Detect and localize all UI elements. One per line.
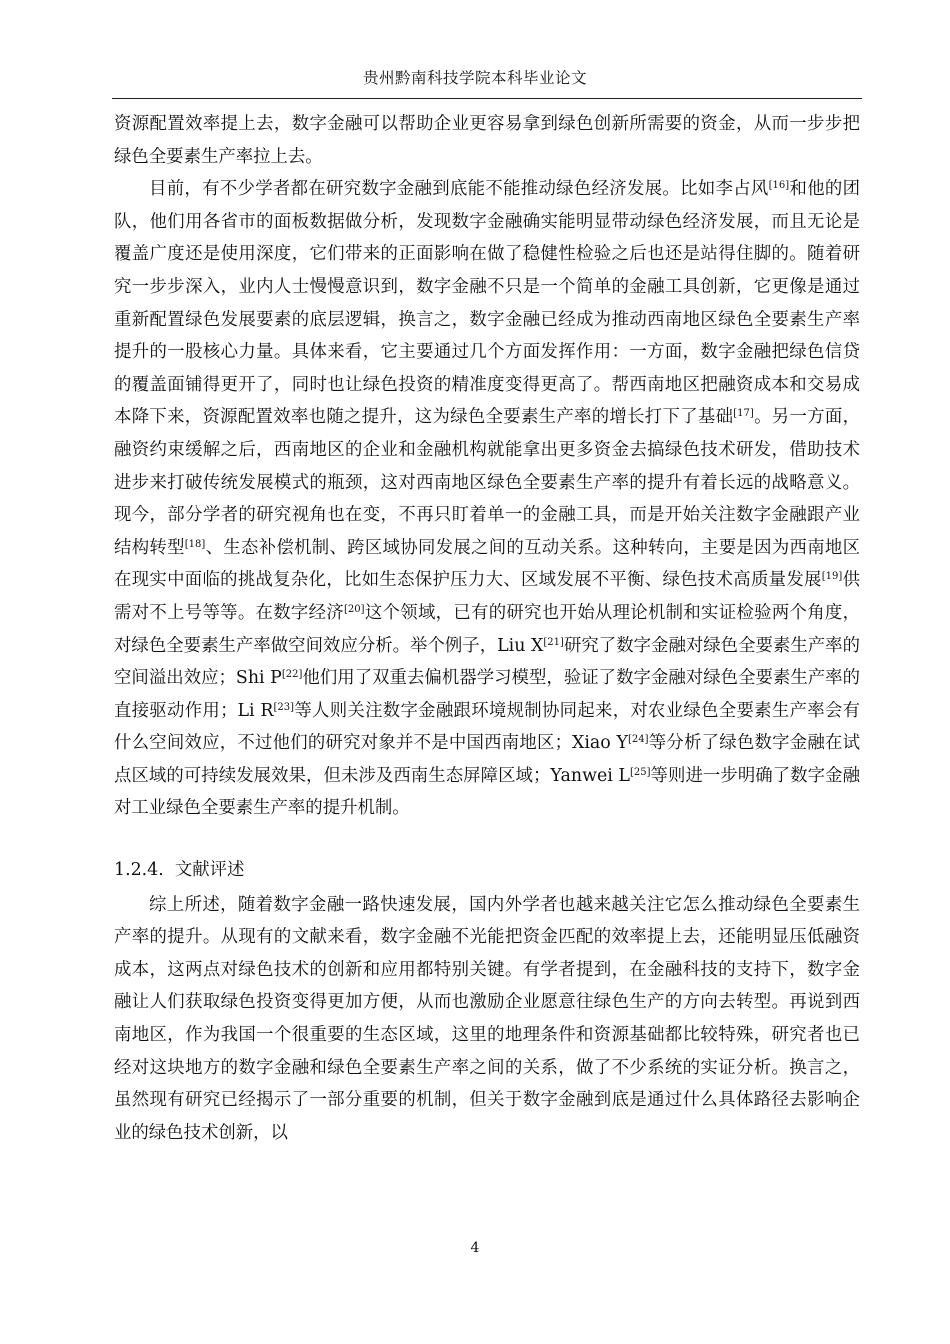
citation-22: [22] [281, 669, 303, 681]
text-run: 和他的团队，他们用各省市的面板数据做分析，发现数字金融确实能明显带动绿色经济发展，而且无论是覆盖广度还是使用深度，它们带来的正面影响在做了稳健性检验之后也还是站得住脚的。随着研究一步步深入，业内人士慢慢意识到，数字金融不只是一个简单的金融工具创新，它更像是通过重新配置绿色发展要素的底层逻辑，换言之，数字金融已经成为推动西南地区绿色全要素生产率提升的一股核心力量。具体来看，它主要通过几个方面发挥作用：一方面，数字金融把绿色信贷的覆盖面铺得更开了，同时也让绿色投资的精准度变得更高了。帮西南地区把融资成本和交易成本降下来，资源配置效率也随之提升，这为绿色全要素生产率的增长打下了基础 [114, 179, 860, 428]
section-heading [114, 854, 860, 887]
citation-17: [17] [733, 408, 754, 420]
citation-25: [25] [629, 766, 651, 778]
text-run: 目前，有不少学者都在研究数字金融到底能不能推动绿色经济发展。比如李占风 [149, 179, 769, 200]
text-run: 等则进一步明确了数字金融对工业绿色全要素生产率的提升机制。 [114, 765, 860, 819]
body-text [114, 108, 860, 1149]
text-run: 等分析了绿色数字金融在试点区域的可持续发展效果，但未涉及西南生态屏障区域；Yanwei L [114, 733, 860, 786]
text-run: 等人则关注数字金融跟环境规制协同起来，对农业绿色全要素生产率会有什么空间效应，不过他们的研究对象并不是中国西南地区；Xiao Y [114, 700, 860, 754]
citation-19: [19] [821, 571, 843, 583]
citation-18: [18] [184, 538, 206, 550]
header-rule [112, 98, 862, 99]
running-header: 贵州黔南科技学院本科毕业论文 [362, 69, 587, 87]
page-number: 4 [470, 1240, 480, 1256]
text-run: 他们用了双重去偏机器学习模型，验证了数字金融对绿色全要素生产率的直接驱动作用；Li R [114, 668, 861, 721]
section-title: 文献评述 [174, 860, 245, 881]
text-run: 这个领域，已有的研究也开始从理论机制和实证检验两个角度，对绿色全要素生产率做空间效应分析。举个例子，Liu X [114, 602, 860, 656]
citation-20: [20] [344, 603, 365, 615]
text-run: 研究了数字金融对绿色全要素生产率的空间溢出效应；Shi P [114, 635, 860, 689]
text-run: 供需对不上号等等。在数字经济 [114, 570, 860, 623]
paragraph-research-review [114, 173, 860, 825]
citation-21: [21] [543, 636, 564, 648]
text-run: 、生态补偿机制、跨区域协同发展之间的互动关系。这种转向，主要是因为西南地区在现实中面临的挑战复杂化，比如生态保护压力大、区域发展不平衡、绿色技术高质量发展 [114, 537, 860, 591]
citation-16: [16] [768, 180, 790, 192]
citation-24: [24] [627, 734, 649, 746]
text-run: 。另一方面，融资约束缓解之后，西南地区的企业和金融机构就能拿出更多资金去搞绿色技术研发，借助技术进步来打破传统发展模式的瓶颈，这对西南地区绿色全要素生产率的提升有着长远的战略意义。现今，部分学者的研究视角也在变，不再只盯着单一的金融工具，而是开始关注数字金融跟产业结构转型 [114, 407, 860, 558]
paragraph-literature-review: 综上所述，随着数字金融一路快速发展，国内外学者也越来越关注它怎么推动绿色全要素生产率的提升。从现有的文献来看，数字金融不光能把资金匹配的效率提上去，还能明显压低融资成本，这两点对绿色技术的创新和应用都特别关键。有学者提到，在金融科技的支持下，数字金融让人们获取绿色投资变得更加方便，从而也激励企业愿意往绿色生产的方向去转型。再说到西南地区，作为我国一个很重要的生态区域，这里的地理条件和资源基础都比较特殊，研究者也已经对这块地方的数字金融和绿色全要素生产率之间的关系，做了不少系统的实证分析。换言之，虽然现有研究已经揭示了一部分重要的机制，但关于数字金融到底是通过什么具体路径去影响企业的绿色技术创新，以 [114, 894, 860, 1143]
citation-23: [23] [273, 701, 295, 713]
section-number: 1.2.4. [114, 860, 164, 881]
paragraph-continuation: 资源配置效率提上去，数字金融可以帮助企业更容易拿到绿色创新所需要的资金，从而一步步把绿色全要素生产率拉上去。 [114, 114, 860, 167]
